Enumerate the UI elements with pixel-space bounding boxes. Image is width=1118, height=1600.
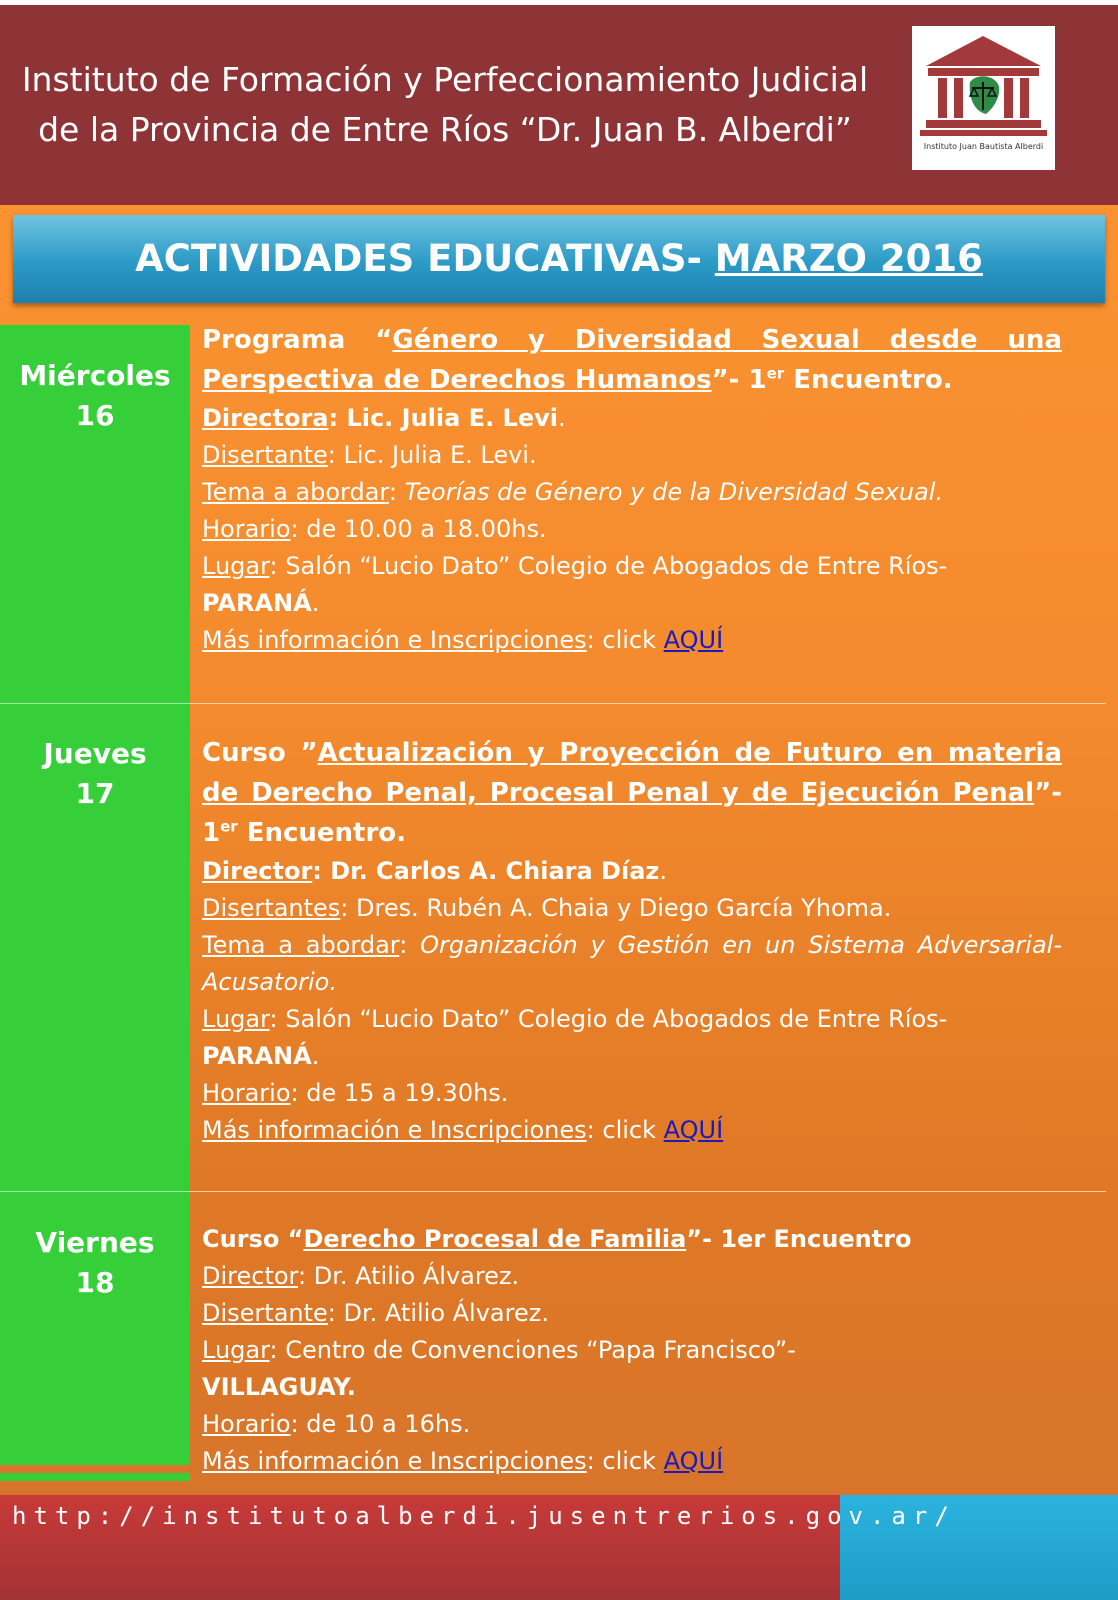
- day-name: Jueves: [43, 737, 147, 770]
- city: PARANÁ: [202, 1042, 312, 1070]
- institute-logo: [912, 26, 1055, 170]
- more-info-label: Más información e Inscripciones: [202, 626, 587, 654]
- city: PARANÁ: [202, 589, 312, 617]
- more-info-value: : click: [586, 1447, 664, 1475]
- event-title: [202, 733, 1062, 853]
- event-1: [202, 320, 1062, 659]
- topic-line: Tema a abordar: Teorías de Género y de la Diversidad Sexual.: [202, 478, 944, 506]
- director-label: Director: [202, 857, 313, 885]
- director-value: : Lic. Julia E. Levi: [328, 404, 558, 432]
- director-value: : Dr. Carlos A. Chiara Díaz: [312, 857, 660, 885]
- title-sup: er: [220, 817, 238, 836]
- topic-label: Tema a abordar: [202, 478, 389, 506]
- place-label: Lugar: [202, 552, 270, 580]
- event-title: [202, 320, 1062, 400]
- more-info-value: : click: [586, 1116, 664, 1144]
- more-info-label: Más información e Inscripciones: [202, 1116, 587, 1144]
- institute-title-line1: Instituto de Formación y Perfeccionamiento Judicial: [21, 60, 869, 99]
- schedule-label: Horario: [202, 1079, 291, 1107]
- title-encuentro: Encuentro.: [784, 365, 953, 395]
- topic-value: Organización y Gestión en un Sistema Adversarial-Acusatorio.: [202, 931, 1063, 996]
- day-column-foot: [0, 1473, 190, 1481]
- schedule-label: Horario: [202, 515, 291, 543]
- inscription-link[interactable]: AQUÍ: [663, 1116, 724, 1144]
- event-day-2: [0, 734, 190, 814]
- director-line: [202, 1258, 1062, 1295]
- title-course-name: Derecho Procesal de Familia: [303, 1225, 687, 1253]
- city-line: PARANÁ.: [202, 1042, 320, 1070]
- day-number: 17: [75, 777, 115, 810]
- place-line: [202, 1001, 1062, 1038]
- city-line: PARANÁ.: [202, 589, 320, 617]
- title-sup: er: [766, 364, 785, 383]
- schedule-value: : de 10.00 a 18.00hs.: [290, 515, 547, 543]
- more-info-line: [202, 1443, 1062, 1480]
- title-encuentro: Encuentro.: [237, 818, 407, 848]
- speaker-label: Disertante: [202, 441, 328, 469]
- footer-url[interactable]: http://institutoalberdi.jusentrerios.gov.ar/: [12, 1502, 956, 1530]
- banner-title: [13, 237, 1105, 281]
- institute-title: [0, 55, 890, 155]
- more-info-line: [202, 1112, 1062, 1149]
- inscription-link[interactable]: AQUÍ: [663, 626, 724, 654]
- title-program-name: Género y Diversidad Sexual desde una Perspectiva de Derechos Humanos: [202, 325, 1062, 395]
- day-name: Viernes: [35, 1226, 155, 1259]
- director-line: Directora: Lic. Julia E. Levi.: [202, 404, 566, 432]
- section-divider-left: [0, 1191, 190, 1192]
- schedule-value: : de 15 a 19.30hs.: [290, 1079, 509, 1107]
- place-value: : Centro de Convenciones “Papa Francisco”-: [269, 1336, 796, 1364]
- institute-title-line2: de la Provincia de Entre Ríos “Dr. Juan B. Alberdi”: [38, 110, 852, 149]
- director-value: : Dr. Atilio Álvarez.: [298, 1262, 520, 1290]
- more-info-label: Más información e Inscripciones: [202, 1447, 587, 1475]
- section-divider-left: [0, 703, 190, 704]
- speaker-line: [202, 1295, 1062, 1332]
- speaker-label: Disertantes: [202, 894, 341, 922]
- logo-caption: Instituto Juan Bautista Alberdi: [923, 142, 1044, 151]
- title-prefix: Curso ”: [202, 738, 318, 768]
- topic-line: Tema a abordar: Organización y Gestión en un Sistema Adversarial-Acusatorio.: [202, 931, 1063, 996]
- city-line: [202, 1369, 1062, 1406]
- schedule-line: [202, 1075, 1062, 1112]
- banner-prefix: ACTIVIDADES EDUCATIVAS-: [135, 237, 715, 280]
- director-label: Director: [202, 1262, 298, 1290]
- more-info-value: : click: [586, 626, 664, 654]
- place-line: [202, 1332, 1062, 1369]
- place-value: : Salón “Lucio Dato” Colegio de Abogados de Entre Ríos-: [269, 1005, 948, 1033]
- banner: [13, 215, 1105, 303]
- banner-month: MARZO 2016: [714, 237, 983, 280]
- section-divider: [190, 1191, 1106, 1192]
- schedule-line: [202, 1406, 1062, 1443]
- day-number: 18: [75, 1266, 115, 1299]
- event-day-3: [0, 1223, 190, 1303]
- place-line: [202, 548, 1062, 585]
- place-label: Lugar: [202, 1336, 270, 1364]
- topic-value: Teorías de Género y de la Diversidad Sexual.: [404, 478, 944, 506]
- schedule-label: Horario: [202, 1410, 291, 1438]
- city: VILLAGUAY.: [202, 1373, 356, 1401]
- event-3: [202, 1221, 1062, 1480]
- event-day-1: [0, 356, 190, 436]
- speaker-value: : Lic. Julia E. Levi.: [327, 441, 537, 469]
- title-suffix: ”- 1: [202, 778, 1062, 848]
- inscription-link[interactable]: AQUÍ: [663, 1447, 724, 1475]
- title-course-name: Actualización y Proyección de Futuro en materia de Derecho Penal, Procesal Penal y de Ejecución Penal: [202, 738, 1062, 808]
- day-name: Miércoles: [19, 359, 171, 392]
- speaker-value: : Dr. Atilio Álvarez.: [327, 1299, 549, 1327]
- courthouse-icon: [912, 26, 1055, 142]
- speaker-line: [202, 890, 1062, 927]
- schedule-value: : de 10 a 16hs.: [290, 1410, 471, 1438]
- topic-label: Tema a abordar: [202, 931, 400, 959]
- event-title: [202, 1221, 1062, 1258]
- event-2: [202, 733, 1062, 1149]
- title-suffix: ”- 1: [711, 365, 767, 395]
- speaker-line: [202, 437, 1062, 474]
- speaker-label: Disertante: [202, 1299, 328, 1327]
- day-number: 16: [75, 399, 115, 432]
- title-prefix: Programa “: [202, 325, 393, 355]
- director-line: Director: Dr. Carlos A. Chiara Díaz.: [202, 857, 668, 885]
- section-divider: [190, 703, 1106, 704]
- title-prefix: Curso “: [202, 1225, 304, 1253]
- schedule-line: [202, 511, 1062, 548]
- place-label: Lugar: [202, 1005, 270, 1033]
- title-suffix: ”- 1er Encuentro: [686, 1225, 912, 1253]
- more-info-line: [202, 622, 1062, 659]
- place-value: : Salón “Lucio Dato” Colegio de Abogados de Entre Ríos-: [269, 552, 948, 580]
- speaker-value: : Dres. Rubén A. Chaia y Diego García Yhoma.: [340, 894, 892, 922]
- director-label: Directora: [202, 404, 329, 432]
